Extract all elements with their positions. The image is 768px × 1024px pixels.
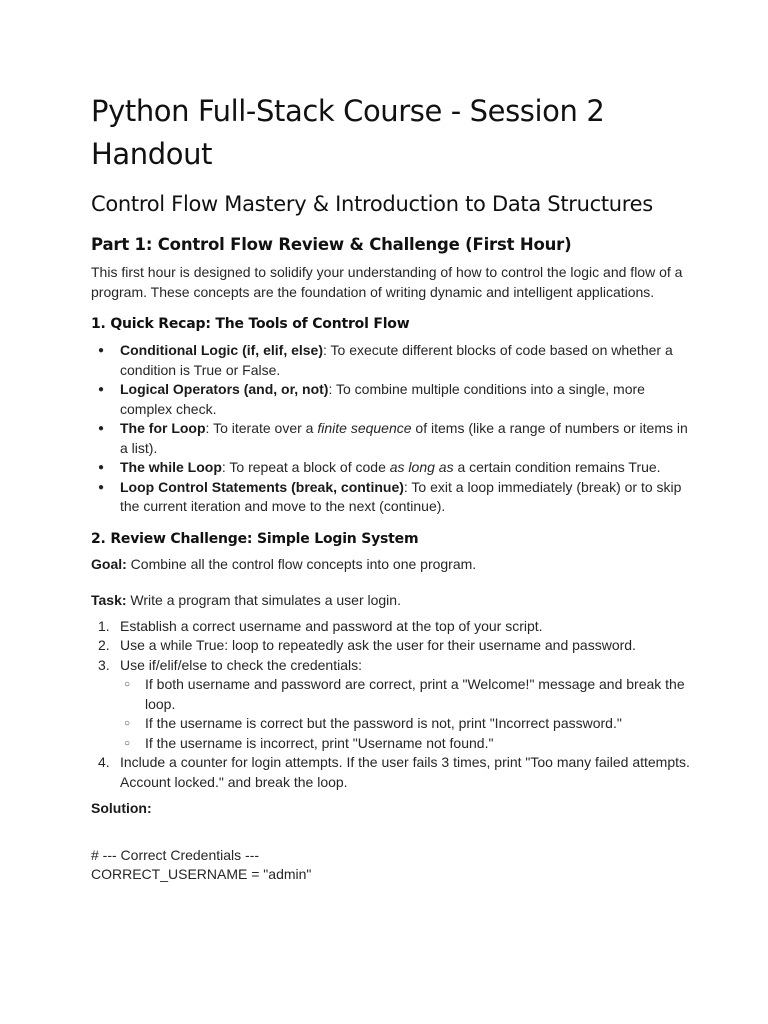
recap-emphasis: finite sequence — [317, 420, 412, 436]
recap-heading: 1. Quick Recap: The Tools of Control Flow — [91, 316, 410, 332]
recap-emphasis: as long as — [389, 459, 454, 475]
code-line: # --- Correct Credentials --- — [91, 846, 260, 863]
solution-code — [91, 846, 691, 885]
task-paragraph — [91, 591, 691, 611]
task-label: Task: — [91, 592, 127, 608]
challenge-heading: 2. Review Challenge: Simple Login System — [91, 530, 419, 547]
recap-desc-rest: a certain condition remains True. — [453, 459, 661, 475]
step-text: Use if/elif/else to check the credentials: — [120, 656, 363, 673]
handout-page — [91, 90, 691, 885]
credential-check-item: ○ If the username is incorrect, print "Username not found." — [91, 734, 691, 754]
recap-desc: : To combine multiple conditions into a single, more complex check. — [120, 381, 645, 417]
recap-item-logical-operators — [91, 380, 691, 419]
credential-check-item: ○ If both username and password are correct, print a "Welcome!" message and break the loop. — [91, 675, 691, 714]
recap-list — [91, 341, 691, 517]
part1-intro: This first hour is designed to solidify your understanding of how to control the logic and flow of a program. These concepts are the foundation of writing dynamic and intelligent applications. — [91, 264, 683, 300]
recap-desc: : To exit a loop immediately (break) or to skip the current iteration and move to the next (continue). — [120, 478, 682, 514]
recap-term: Logical Operators (and, or, not) — [120, 381, 329, 397]
task-steps-list-continued — [91, 753, 691, 792]
recap-item-for-loop — [91, 419, 691, 458]
solution-paragraph — [91, 799, 691, 819]
recap-desc: : To iterate over a — [205, 420, 318, 436]
part1-heading: Part 1: Control Flow Review & Challenge (First Hour) — [91, 235, 572, 254]
recap-term: The for Loop — [120, 420, 206, 436]
step-number: 3. — [98, 656, 110, 673]
solution-label: Solution: — [91, 800, 152, 816]
step-number: 1. — [98, 617, 110, 634]
step-text: Include a counter for login attempts. If the user fails 3 times, print "Too many failed attempts. Account locked." and break the loop. — [120, 754, 690, 790]
task-step — [91, 636, 691, 656]
task-steps-list — [91, 617, 691, 676]
recap-term: The while Loop — [120, 459, 222, 475]
credential-checks-list — [91, 675, 691, 753]
recap-desc: : To repeat a block of code — [221, 459, 390, 475]
goal-paragraph — [91, 555, 691, 575]
credential-check-item: ○ If the username is correct but the password is not, print "Incorrect password." — [91, 714, 691, 734]
step-text: Use a while True: loop to repeatedly ask the user for their username and password. — [120, 637, 636, 653]
recap-item-loop-control — [91, 478, 691, 517]
code-line: CORRECT_USERNAME = "admin" — [91, 866, 312, 882]
page-subtitle: Control Flow Mastery & Introduction to Data Structures — [91, 192, 653, 216]
recap-desc: : To execute different blocks of code based on whether a condition is True or False. — [120, 342, 673, 378]
task-step — [91, 617, 691, 637]
step-number: 2. — [98, 637, 110, 653]
page-title: Python Full-Stack Course - Session 2 Handout — [91, 94, 605, 171]
step-number: 4. — [98, 754, 110, 770]
recap-desc-rest: of items (like a range of numbers or items in a list). — [120, 420, 688, 456]
goal-label: Goal: — [91, 555, 127, 572]
recap-term: Conditional Logic (if, elif, else) — [120, 342, 324, 358]
goal-text: Combine all the control flow concepts into one program. — [126, 555, 477, 572]
task-step — [91, 656, 691, 676]
step-text: Establish a correct username and password at the top of your script. — [120, 617, 543, 634]
recap-item-while-loop — [91, 458, 691, 478]
task-step — [91, 753, 691, 792]
task-text: Write a program that simulates a user login. — [126, 592, 401, 608]
recap-term: Loop Control Statements (break, continue) — [120, 478, 404, 495]
recap-item-conditional — [91, 341, 691, 380]
